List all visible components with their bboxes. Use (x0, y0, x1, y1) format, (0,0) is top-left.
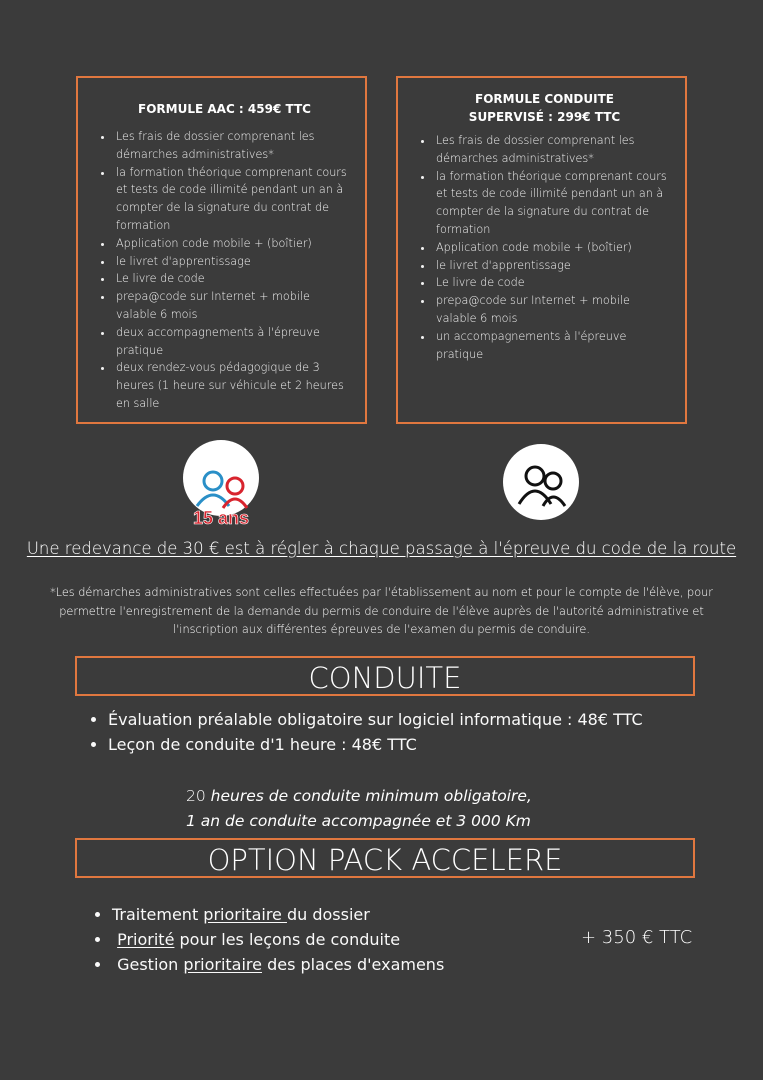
redevance-text: Une redevance de 30 € est à régler à chaque passage à l'épreuve du code de la route (26, 539, 737, 558)
pack-price: + 350 € TTC (581, 927, 693, 948)
conduite-accompagnee-logo (183, 440, 259, 528)
formule-item: • Application code mobile + (boîtier) (434, 239, 671, 257)
pack-item-part: Traitement (112, 905, 204, 924)
redevance-notice (0, 539, 763, 558)
footnote: *Les démarches administratives sont celles effectuées par l'établissement au nom et pour le compte de l'élève, pour permettre l'enregistrement de la demande du permis de conduire de l'élève auprès de l'autorité administrative et l'inscription aux différentes épreuves de l'examen du permis de conduire. (50, 586, 713, 636)
formule-list (98, 128, 351, 413)
formule-supervise-box (396, 76, 687, 424)
conduite-list (88, 707, 643, 757)
pack-item-part: des places d'examens (262, 955, 445, 974)
formule-list (418, 132, 671, 363)
formule-item: • le livret d'apprentissage (114, 253, 351, 271)
formule-item: • la formation théorique comprenant cours et tests de code illimité pendant un an à compter de la signature du contrat de formation (434, 168, 671, 239)
formule-title: FORMULE CONDUITE SUPERVISÉ : 299€ TTC (468, 92, 621, 124)
pack-item-part: Priorité (117, 930, 175, 949)
pack-item-part: Gestion (112, 955, 184, 974)
formule-aac-box (76, 76, 367, 424)
pack-item-part: du dossier (286, 905, 370, 924)
pack-list (92, 902, 444, 977)
conduite-item: • Leçon de conduite d'1 heure : 48€ TTC (108, 732, 643, 757)
formule-item: • Application code mobile + (boîtier) (114, 235, 351, 253)
note-line: 1 an de conduite accompagnée et 3 000 Km (186, 812, 531, 830)
conduite-supervisee-icon (503, 444, 579, 520)
pack-heading: OPTION PACK ACCELERE (75, 838, 695, 878)
svg-text:15 ans: 15 ans (192, 508, 250, 528)
formule-item: • prepa@code sur Internet + mobile valable 6 mois (434, 292, 671, 328)
conduite-heading: CONDUITE (75, 656, 695, 696)
formule-item: • un accompagnements à l'épreuve pratique (434, 328, 671, 364)
formule-title: FORMULE AAC : 459€ TTC (138, 102, 311, 116)
conduite-supervisee-logo (503, 444, 579, 520)
pack-item-part: prioritaire (203, 905, 287, 924)
formule-item: • Les frais de dossier comprenant les démarches administratives* (434, 132, 671, 168)
formule-item: • Le livre de code (434, 274, 671, 292)
conduite-item: • Évaluation préalable obligatoire sur logiciel informatique : 48€ TTC (108, 707, 643, 732)
note-line: heures de conduite minimum obligatoire, (205, 787, 532, 805)
conduite-accompagnee-icon (183, 440, 259, 530)
pack-item (112, 902, 444, 927)
formule-item: • deux rendez-vous pédagogique de 3 heures (1 heure sur véhicule et 2 heures en salle (114, 359, 351, 412)
pack-item-part: prioritaire (183, 955, 262, 974)
formule-item: • prepa@code sur Internet + mobile valable 6 mois (114, 288, 351, 324)
note-number: 20 (186, 787, 206, 805)
pack-item (112, 952, 444, 977)
formule-item: • Le livre de code (114, 270, 351, 288)
formule-item: • deux accompagnements à l'épreuve pratique (114, 324, 351, 360)
pack-item (112, 927, 444, 952)
conduite-note (186, 784, 532, 834)
formule-item: • le livret d'apprentissage (434, 257, 671, 275)
pack-item-part: pour les leçons de conduite (174, 930, 401, 949)
formule-item: • la formation théorique comprenant cours et tests de code illimité pendant un an à compter de la signature du contrat de formation (114, 164, 351, 235)
formule-item: • Les frais de dossier comprenant les démarches administratives* (114, 128, 351, 164)
